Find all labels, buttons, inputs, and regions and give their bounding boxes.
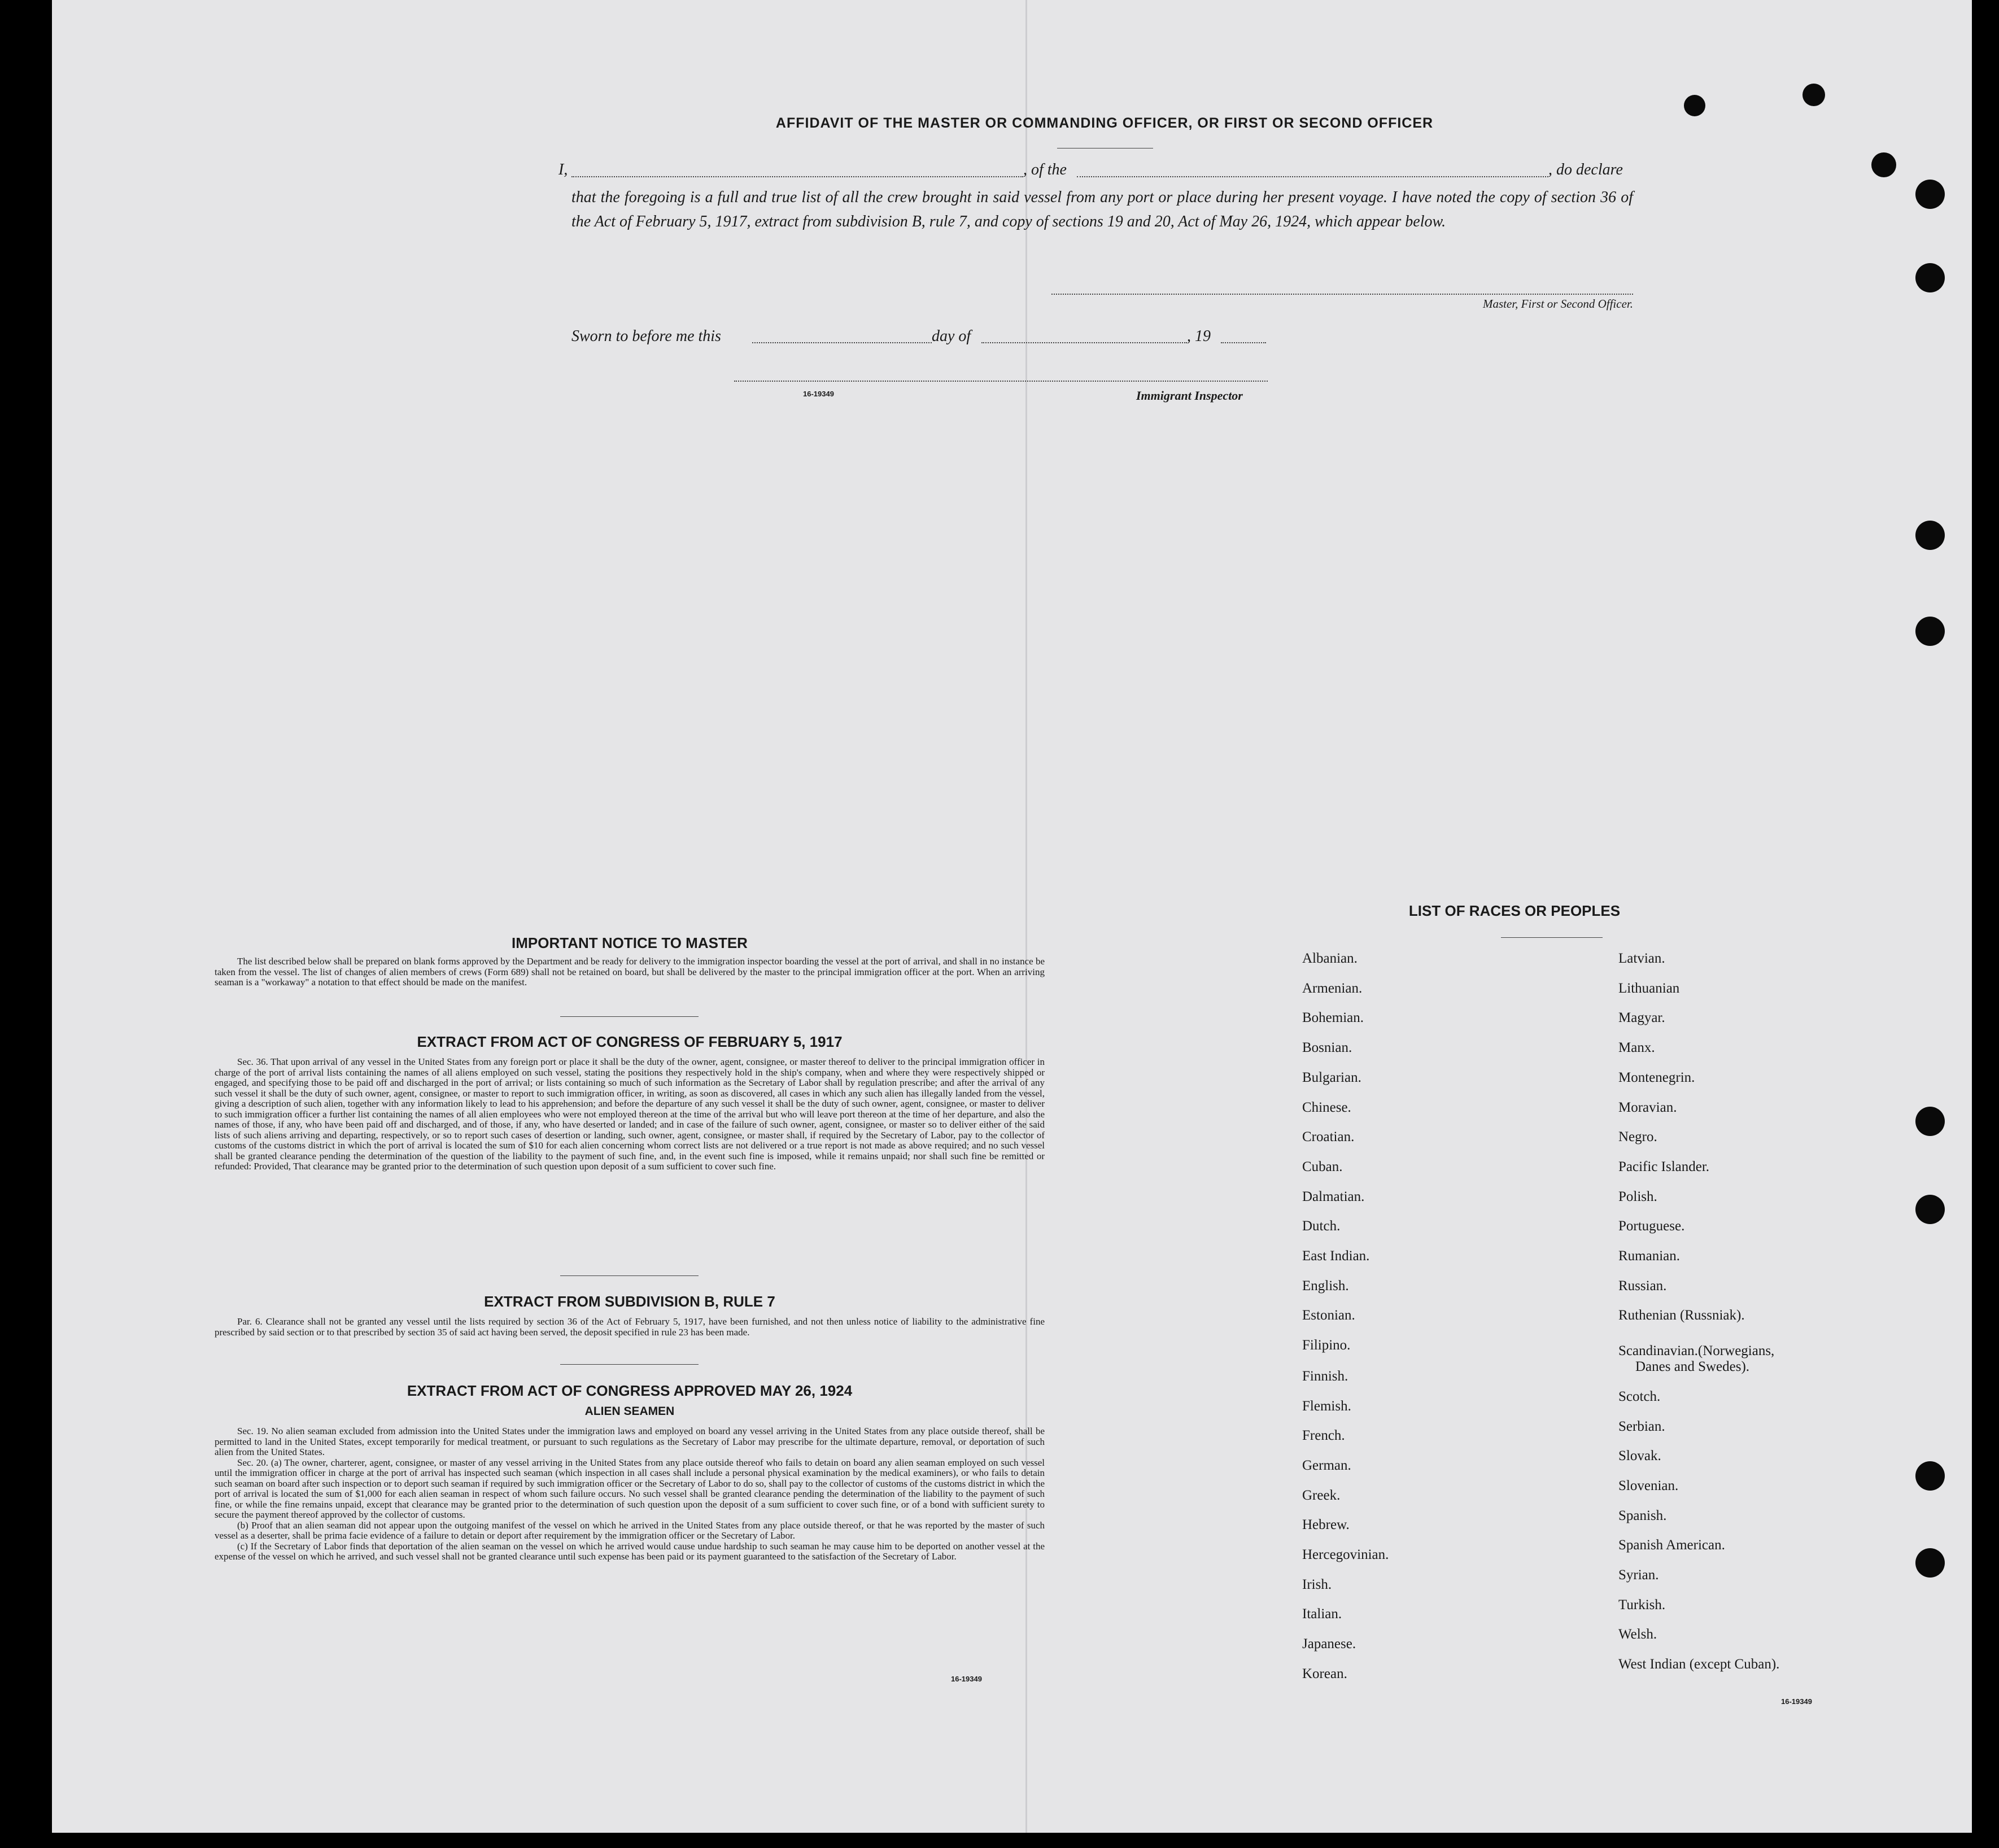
race-item: Flemish. xyxy=(1302,1398,1351,1414)
race-item: Turkish. xyxy=(1618,1597,1666,1613)
race-item: Cuban. xyxy=(1302,1159,1343,1174)
name-field[interactable] xyxy=(571,176,1023,177)
inspector-label: Immigrant Inspector xyxy=(1136,388,1243,403)
race-item: Bohemian. xyxy=(1302,1010,1364,1026)
inspector-signature-line[interactable] xyxy=(734,381,1268,382)
race-item: Greek. xyxy=(1302,1487,1341,1503)
race-item: Bosnian. xyxy=(1302,1040,1352,1056)
race-item: Armenian. xyxy=(1302,980,1363,996)
race-item: Syrian. xyxy=(1618,1567,1659,1583)
race-item: Dutch. xyxy=(1302,1218,1341,1234)
race-item: Dalmatian. xyxy=(1302,1189,1365,1204)
race-item: Russian. xyxy=(1618,1278,1667,1294)
race-item: French. xyxy=(1302,1428,1345,1444)
race-item: Spanish American. xyxy=(1618,1537,1725,1553)
extract-rule7-text xyxy=(215,1317,1045,1338)
punch-hole xyxy=(1915,263,1945,292)
signature-line[interactable] xyxy=(1051,294,1633,295)
section-divider xyxy=(560,1016,699,1017)
race-item: Filipino. xyxy=(1302,1338,1351,1353)
race-item: Scotch. xyxy=(1618,1388,1661,1404)
sworn-month-field[interactable] xyxy=(981,342,1187,343)
punch-hole xyxy=(1915,180,1945,209)
race-item: Irish. xyxy=(1302,1576,1332,1592)
punch-hole xyxy=(1915,1461,1945,1491)
race-item: Finnish. xyxy=(1302,1368,1348,1384)
extract-1917-title: EXTRACT FROM ACT OF CONGRESS OF FEBRUARY 5, 1917 xyxy=(417,1033,843,1050)
of-the-label: , of the xyxy=(1023,161,1067,178)
sworn-label: Sworn to before me this xyxy=(571,327,721,345)
do-declare-label: , do declare xyxy=(1548,161,1623,178)
document-page xyxy=(52,0,1972,1833)
race-item: Scandinavian.(Norwegians, xyxy=(1618,1343,1775,1359)
race-item: Albanian. xyxy=(1302,951,1358,966)
signature-label: Master, First or Second Officer. xyxy=(1483,297,1633,311)
sec20b-paragraph: (b) Proof that an alien seaman did not appear upon the outgoing manifest of the vessel on which he arrived in the United States from any place outside thereof, or that he was reported by the master of such vessel as a deserter, shall be prima facie evidence of a failure to detain or deport after requirement by the immigration officer or the Secretary of Labor. xyxy=(215,1519,1045,1541)
section-divider xyxy=(560,1364,699,1365)
punch-hole xyxy=(1915,521,1945,550)
races-title: LIST OF RACES OR PEOPLES xyxy=(1408,902,1621,919)
punch-hole xyxy=(1684,95,1705,116)
extract-rule7-title: EXTRACT FROM SUBDIVISION B, RULE 7 xyxy=(484,1293,775,1310)
extract-1924-title: EXTRACT FROM ACT OF CONGRESS APPROVED MAY 26, 1924 xyxy=(407,1382,853,1399)
punch-hole xyxy=(1915,1107,1945,1136)
race-item: English. xyxy=(1302,1278,1349,1294)
race-item: Danes and Swedes). xyxy=(1635,1359,1750,1375)
race-item: Polish. xyxy=(1618,1189,1657,1204)
race-item: Negro. xyxy=(1618,1129,1657,1145)
race-item: Bulgarian. xyxy=(1302,1069,1361,1085)
race-item: Welsh. xyxy=(1618,1627,1657,1642)
race-item: Croatian. xyxy=(1302,1129,1355,1145)
notice-paragraph: The list described below shall be prepared on blank forms approved by the Department and be ready for delivery to the immigration inspector boarding the vessel at the port of arrival, and shall in no instance be taken from the vessel. The list of changes of alien members of crews (Form 689) shall not be retained on board, but shall be delivered by the master to the principal immigration officer at the port. When an arriving seaman is a "workaway" a notation to that effect should be made on the manifest. xyxy=(215,956,1045,988)
vessel-field[interactable] xyxy=(1077,176,1548,177)
race-item: German. xyxy=(1302,1457,1351,1473)
race-item: Hebrew. xyxy=(1302,1517,1350,1533)
extract-1924-text xyxy=(215,1426,1045,1562)
race-item: Lithuanian xyxy=(1618,980,1680,996)
race-item: Korean. xyxy=(1302,1666,1347,1681)
affidavit-i-label: I, xyxy=(558,161,568,178)
extract-1917-text xyxy=(215,1057,1045,1172)
race-item: Estonian. xyxy=(1302,1308,1355,1323)
sworn-year-field[interactable] xyxy=(1221,342,1266,343)
notice-text xyxy=(215,956,1045,988)
race-item: Spanish. xyxy=(1618,1508,1667,1523)
race-item: Magyar. xyxy=(1618,1010,1665,1026)
race-item: Portuguese. xyxy=(1618,1218,1685,1234)
punch-hole xyxy=(1871,152,1896,177)
punch-hole xyxy=(1915,1195,1945,1224)
sec19-paragraph: Sec. 19. No alien seaman excluded from admission into the United States under the immigration laws and employed on board any vessel arriving in the United States from any place outside thereof, shall be permitted to land in the United States, except temporarily for medical treatment, or pursuant to such regulations as the Secretary of Labor may prescribe for the ultimate departure, removal, or deportation of such alien from the United States. xyxy=(215,1426,1045,1457)
race-item: Italian. xyxy=(1302,1606,1342,1622)
race-item: Pacific Islander. xyxy=(1618,1159,1710,1174)
race-item: Chinese. xyxy=(1302,1099,1351,1115)
race-item: Japanese. xyxy=(1302,1636,1356,1652)
year-label: , 19 xyxy=(1187,327,1211,345)
race-item: Moravian. xyxy=(1618,1099,1677,1115)
extract-1924-subtitle: ALIEN SEAMEN xyxy=(584,1405,675,1418)
race-item: Latvian. xyxy=(1618,951,1665,966)
affidavit-title: AFFIDAVIT OF THE MASTER OR COMMANDING OFFICER, OR FIRST OR SECOND OFFICER xyxy=(775,115,1434,131)
punch-hole xyxy=(1915,1548,1945,1578)
race-item: West Indian (except Cuban). xyxy=(1618,1657,1780,1672)
form-number: 16-19349 xyxy=(803,390,834,398)
punch-hole xyxy=(1802,84,1825,106)
form-number: 16-19349 xyxy=(951,1675,982,1683)
section-divider xyxy=(560,1275,699,1276)
title-underline xyxy=(1501,937,1603,938)
sec20c-paragraph: (c) If the Secretary of Labor finds that deportation of the alien seaman on the vessel on which he arrived would cause undue hardship to such seaman he may cause him to be deported on another vessel at the expense of the vessel on which he arrived, and such vessel shall not be granted clearance until such expense has been paid or its payment guaranteed to the satisfaction of the Secretary of Labor. xyxy=(215,1540,1045,1562)
race-item: Ruthenian (Russniak). xyxy=(1618,1308,1745,1323)
race-item: Hercegovinian. xyxy=(1302,1547,1389,1562)
day-of-label: day of xyxy=(932,327,971,345)
sworn-day-field[interactable] xyxy=(752,342,932,343)
race-item: East Indian. xyxy=(1302,1248,1370,1264)
race-item: Slovak. xyxy=(1618,1448,1661,1464)
extract-rule7-paragraph: Par. 6. Clearance shall not be granted any vessel until the lists required by section 36 of the Act of February 5, 1917, have been furnished, and not then unless notice of liability to the administrative fine prescribed by said section or to that prescribed by section 35 of said act having been served, the deposit specified in rule 23 has been made. xyxy=(215,1316,1045,1338)
race-item: Manx. xyxy=(1618,1040,1655,1056)
race-item: Montenegrin. xyxy=(1618,1069,1695,1085)
punch-hole xyxy=(1915,617,1945,646)
notice-title: IMPORTANT NOTICE TO MASTER xyxy=(512,934,748,951)
race-item: Slovenian. xyxy=(1618,1478,1679,1493)
race-item: Serbian. xyxy=(1618,1418,1665,1434)
race-item: Rumanian. xyxy=(1618,1248,1681,1264)
form-number: 16-19349 xyxy=(1781,1697,1812,1706)
extract-1917-paragraph: Sec. 36. That upon arrival of any vessel in the United States from any foreign port or place it shall be the duty of the owner, agent, consignee, or master thereof to deliver to the principal immigration officer in charge of the port of arrival lists containing the names of all aliens employed on such vessel, stating the positions they respectively hold in the ship's company, when and where they were respectively shipped or engaged, and specifying those to be paid off and discharged in the port of arrival; or lists containing so much of such information as the Secretary of Labor shall by regulation prescribe; and after the arrival of any such vessel it shall be the duty of such owner, agent, consignee, or master to report to such immigration officer, in writing, as soon as discovered, all cases in which any such alien has illegally landed from the vessel, giving a description of such alien, together with any information likely to lead to his apprehension; and before the departure of any such vessel it shall be the duty of such owner, agent, consignee, or master to deliver to such immigration officer a further list containing the names of all alien employees who were not employed thereon at the time of the arrival but who will leave port thereon at the time of her departure, and also the names of those, if any, who have been paid off and discharged, and of those, if any, who have deserted or landed; and in case of the failure of such owner, agent, consignee, or master so to deliver either of the said lists of such aliens arriving and departing, respectively, or so to report such cases of desertion or landing, such owner, agent, consignee, or master shall, if required by the Secretary of Labor, pay to the collector of customs of the customs district in which the port of arrival is located the sum of $10 for each alien concerning whom correct lists are not delivered or a true report is not made as above required; and no such vessel shall be granted clearance pending the determination of the question of the liability to the payment of such fine, and, in the event such fine is imposed, while it remains unpaid; nor shall such fine be remitted or refunded: Provided, That clearance may be granted prior to the determination of such question upon deposit of a sum sufficient to cover such fine. xyxy=(215,1056,1045,1172)
sec20a-paragraph: Sec. 20. (a) The owner, charterer, agent, consignee, or master of any vessel arriving in the United States from any place outside thereof who fails to detain on board any alien seaman employed on such vessel until the immigration officer in charge at the port of arrival has inspected such seaman (which inspection in all cases shall include a personal physical examination by the medical examiners), or who fails to detain such seaman on board after such inspection or to deport such seaman if required by such immigration officer or the Secretary of Labor to do so, shall pay to the collector of customs of the customs district in which the port of arrival is located the sum of $1,000 for each alien seaman in respect of whom such failure occurs. No such vessel shall be granted clearance pending the determination of the liability to the payment of such fine, or while the fine remains unpaid, except that clearance may be granted prior to the determination of such question upon the deposit of a sum sufficient to cover such fine, or of a bond with sufficient surety to secure the payment thereof approved by the collector of customs. xyxy=(215,1457,1045,1520)
affidavit-statement: that the foregoing is a full and true list of all the crew brought in said vessel from any port or place during her present voyage. I have noted the copy of section 36 of the Act of February 5, 1917, extract from subdivision B, rule 7, and copy of sections 19 and 20, Act of May 26, 1924, which appear below. xyxy=(571,189,1633,230)
